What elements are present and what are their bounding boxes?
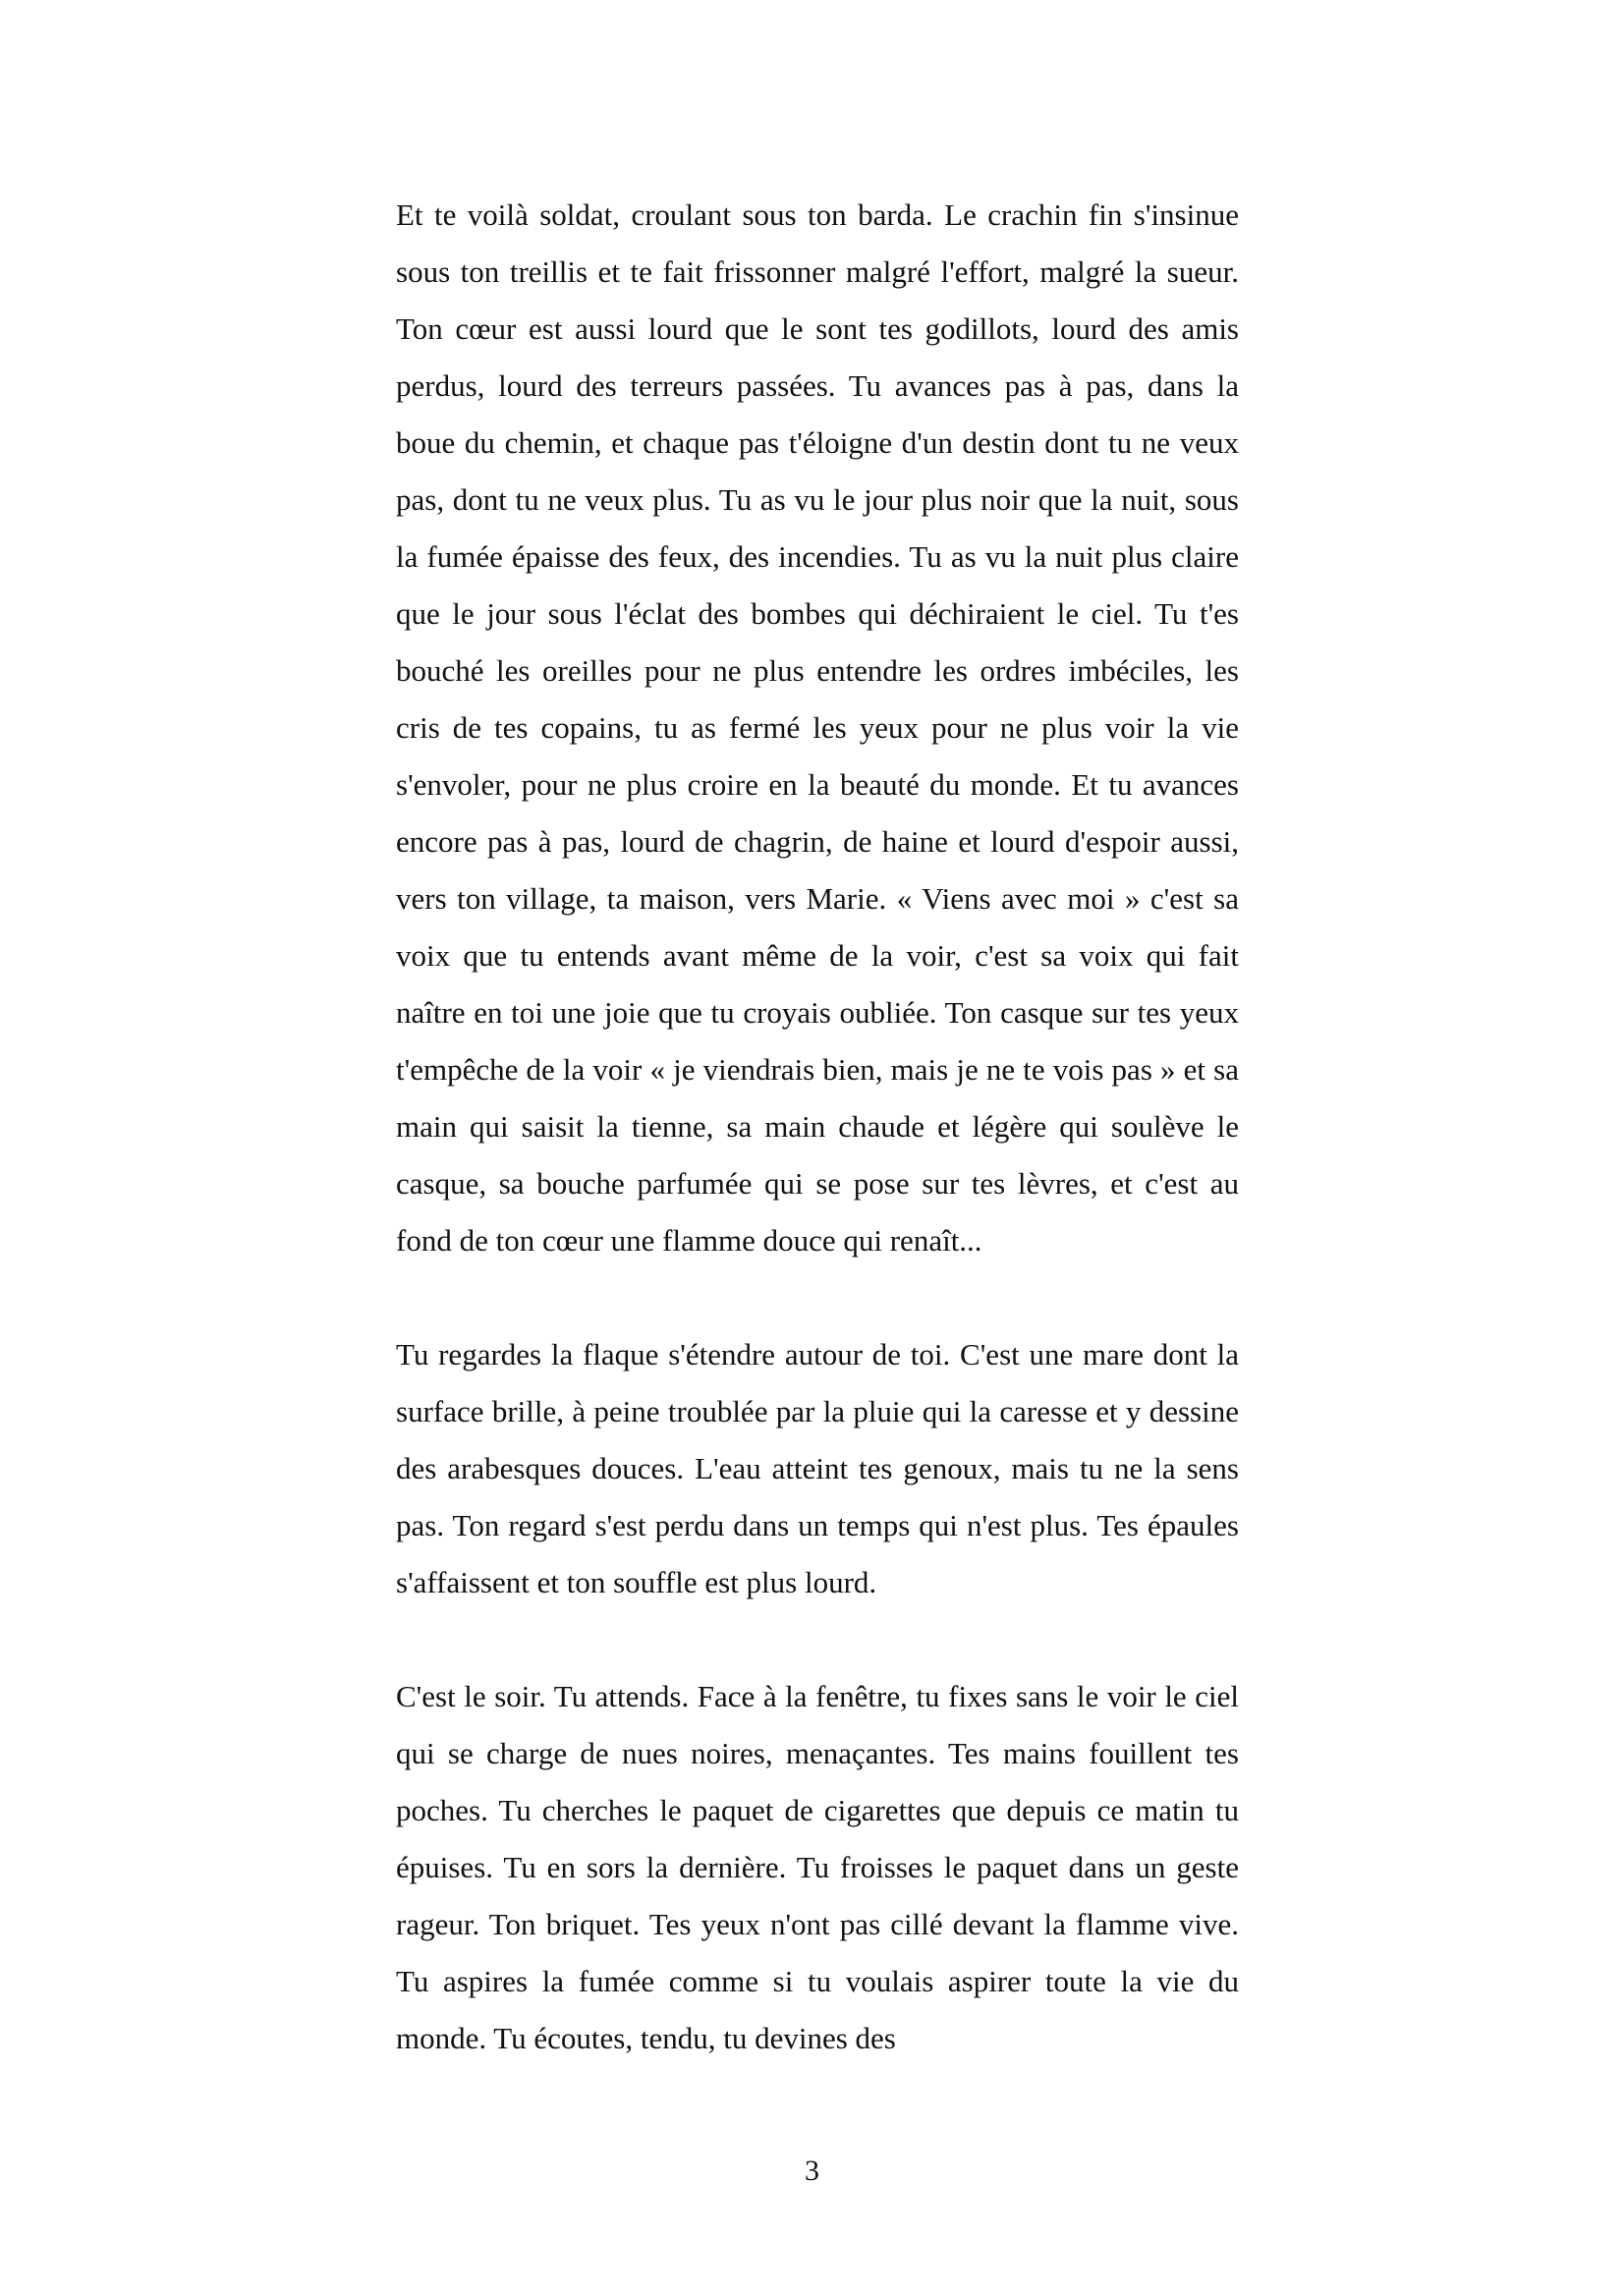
page-number: 3	[805, 2155, 819, 2187]
paragraph-2: Tu regardes la flaque s'étendre autour de toi. C'est une mare dont la surface brille, à peine troublée par la pluie qui la caresse et y dessine des arabesques douces. L'eau atteint tes genoux, mais tu ne la sens pas. Ton regard s'est perdu dans un temps qui n'est plus. Tes épaules s'affaissent et ton souffle est plus lourd.	[396, 1337, 1239, 1599]
paragraph-3: C'est le soir. Tu attends. Face à la fenêtre, tu fixes sans le voir le ciel qui se charge de nues noires, menaçantes. Tes mains fouillent tes poches. Tu cherches le paquet de cigarettes que depuis ce matin tu épuises. Tu en sors la dernière. Tu froisses le paquet dans un geste rageur. Ton briquet. Tes yeux n'ont pas cillé devant la flamme vive. Tu aspires la fumée comme si tu voulais aspirer toute la vie du monde. Tu écoutes, tendu, tu devines des	[396, 1679, 1239, 2055]
paragraph-1: Et te voilà soldat, croulant sous ton barda. Le crachin fin s'insinue sous ton treillis et te fait frissonner malgré l'effort, malgré la sueur. Ton cœur est aussi lourd que le sont tes godillots, lourd des amis perdus, lourd des terreurs passées. Tu avances pas à pas, dans la boue du chemin, et chaque pas t'éloigne d'un destin dont tu ne veux pas, dont tu ne veux plus. Tu as vu le jour plus noir que la nuit, sous la fumée épaisse des feux, des incendies. Tu as vu la nuit plus claire que le jour sous l'éclat des bombes qui déchiraient le ciel. Tu t'es bouché les oreilles pour ne plus entendre les ordres imbéciles, les cris de tes copains, tu as fermé les yeux pour ne plus voir la vie s'envoler, pour ne plus croire en la beauté du monde. Et tu avances encore pas à pas, lourd de chagrin, de haine et lourd d'espoir aussi, vers ton village, ta maison, vers Marie. « Viens avec moi » c'est sa voix que tu entends avant même de la voir, c'est sa voix qui fait naître en toi une joie que tu croyais oubliée. Ton casque sur tes yeux t'empêche de la voir « je viendrais bien, mais je ne te vois pas » et sa main qui saisit la tienne, sa main chaude et légère qui soulève le casque, sa bouche parfumée qui se pose sur tes lèvres, et c'est au fond de ton cœur une flamme douce qui renaît...	[396, 197, 1239, 1258]
body-text	[396, 187, 1239, 2067]
